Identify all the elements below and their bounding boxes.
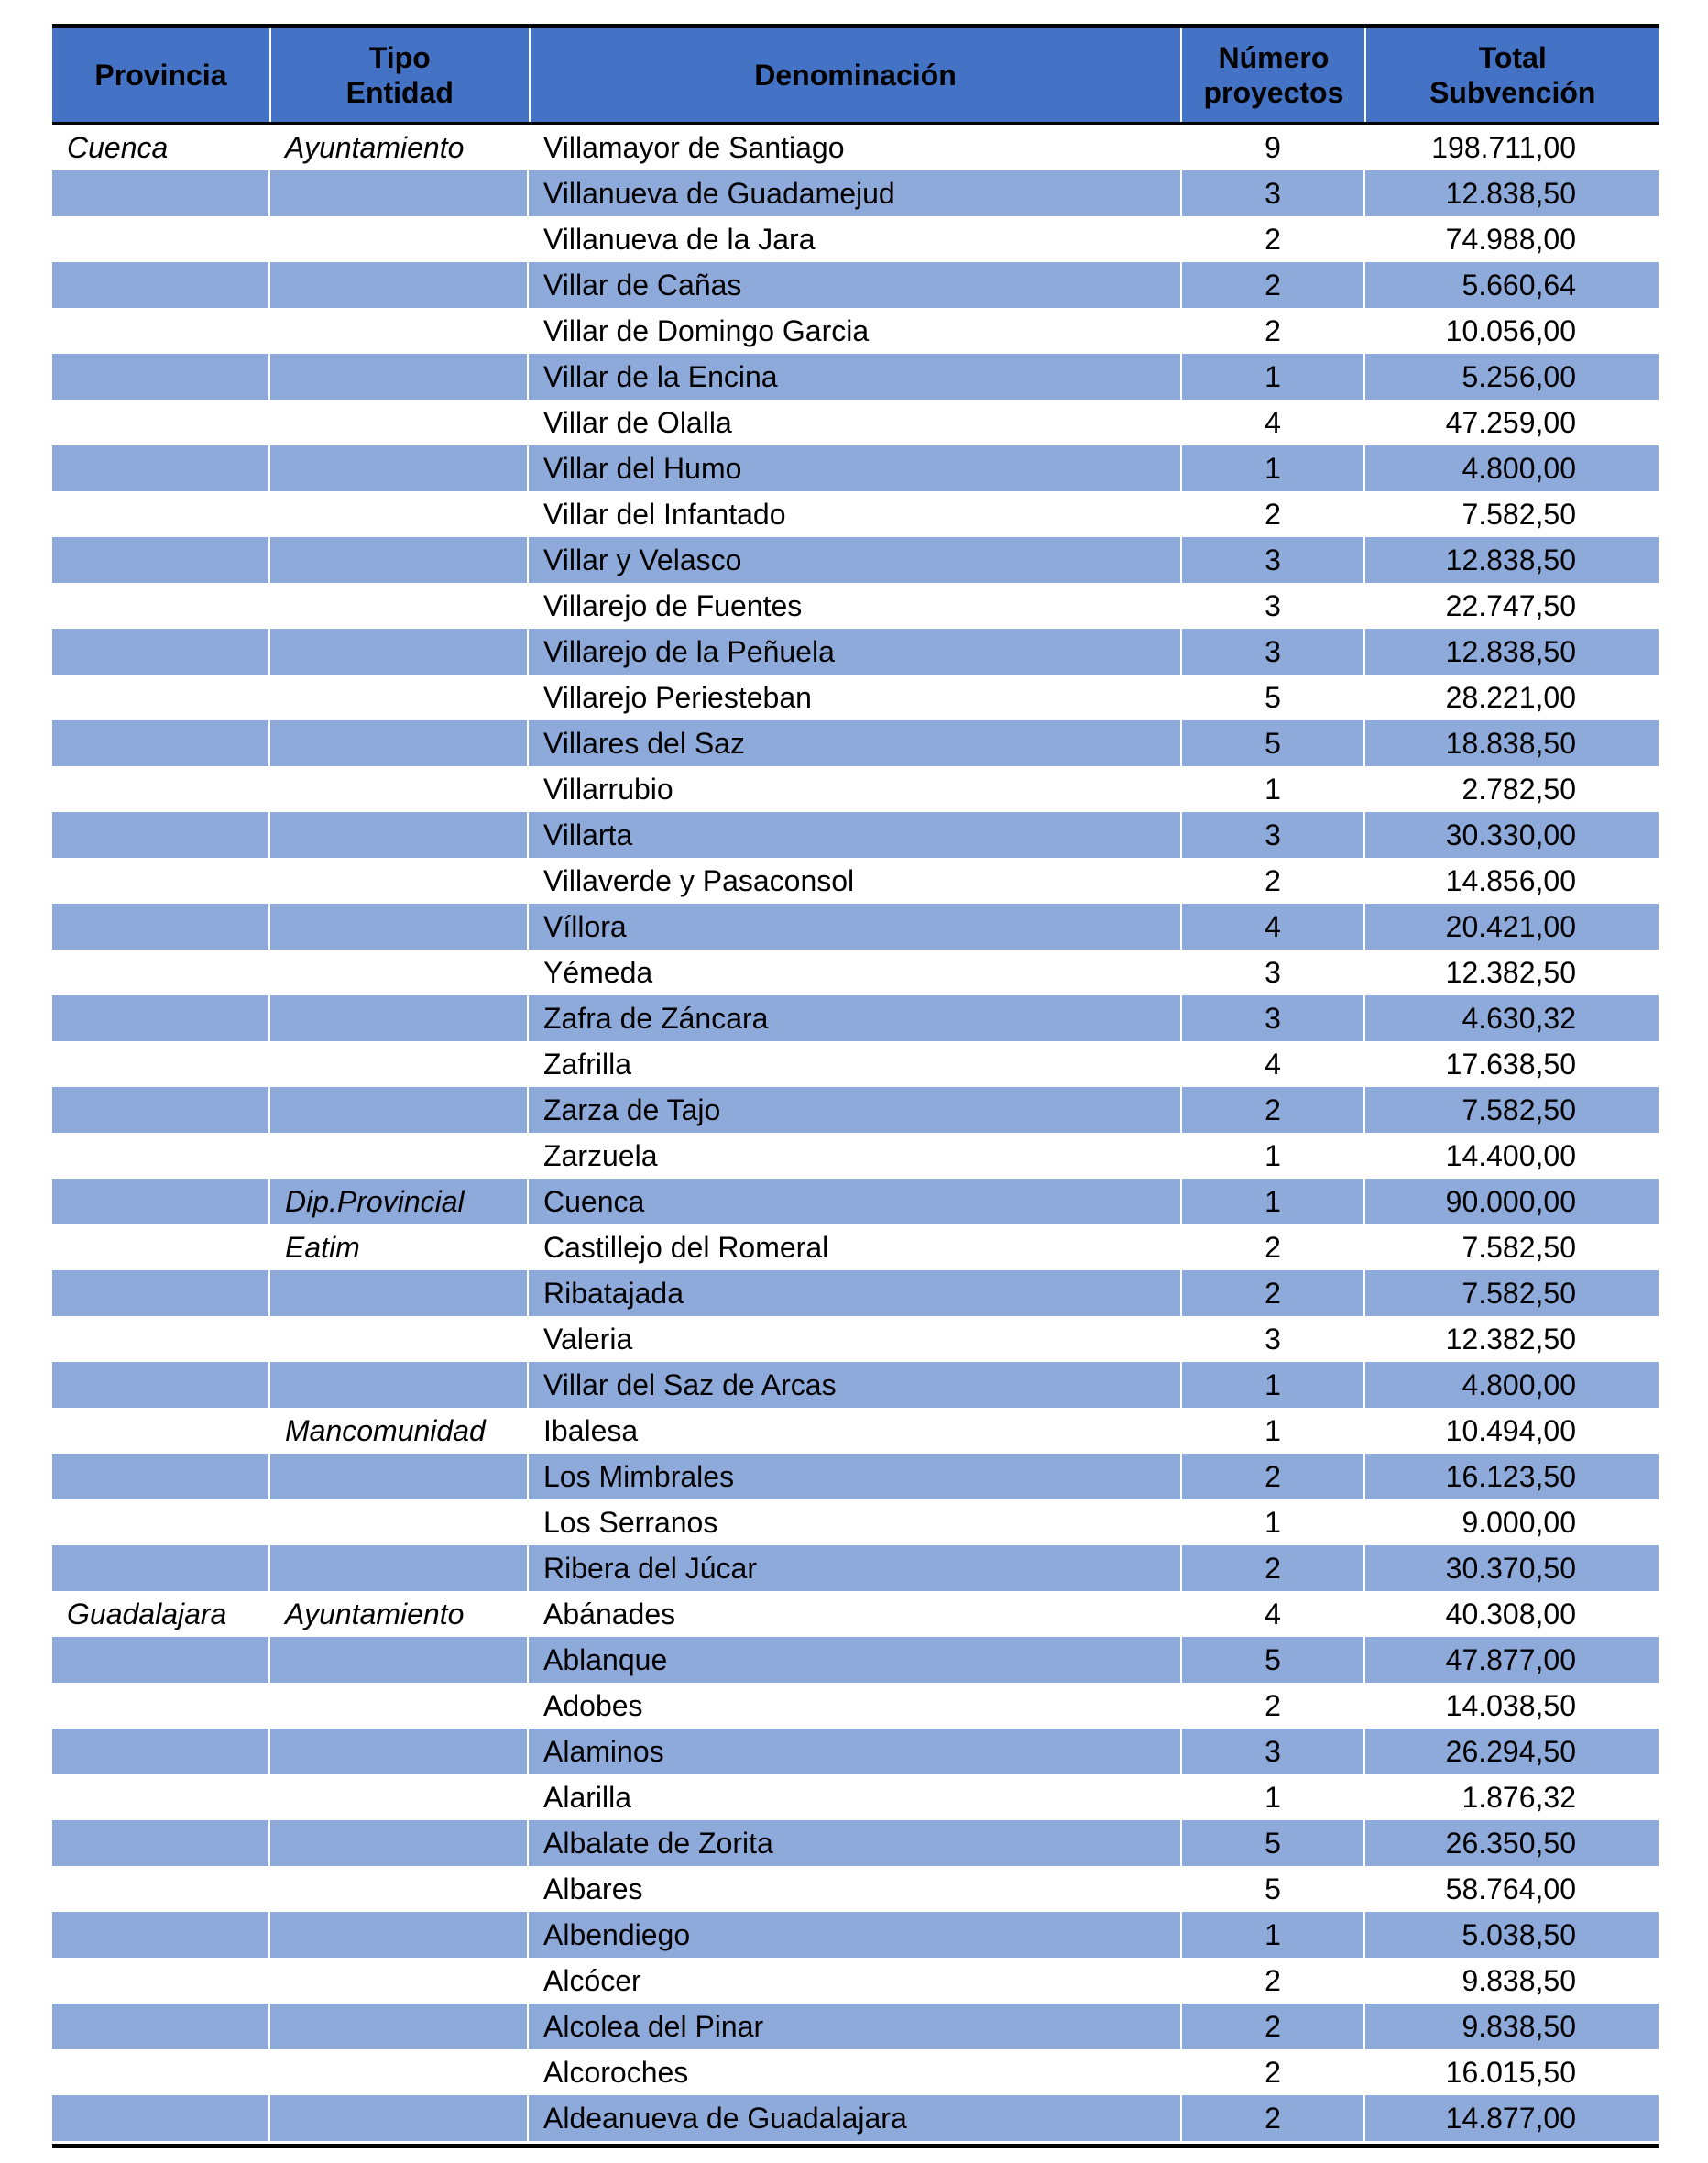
cell-numero-proyectos: 5 xyxy=(1182,1866,1365,1912)
cell-total-subvencion: 47.877,00 xyxy=(1445,1642,1576,1676)
table-row xyxy=(52,2049,1659,2095)
cell-tipo-entidad xyxy=(270,675,529,720)
cell-tipo-entidad: Ayuntamiento xyxy=(270,1591,529,1637)
table-row xyxy=(52,2095,1659,2141)
cell-denominacion: Zarza de Tajo xyxy=(529,1087,1182,1133)
cell-tipo-entidad xyxy=(270,812,529,858)
cell-total-subvencion: 4.630,32 xyxy=(1462,1001,1576,1035)
table-row xyxy=(52,904,1659,950)
table-row xyxy=(52,1179,1659,1224)
cell-numero-proyectos: 3 xyxy=(1182,812,1365,858)
table-row xyxy=(52,400,1659,445)
cell-provincia xyxy=(52,1774,270,1820)
cell-provincia xyxy=(52,904,270,950)
cell-tipo-entidad xyxy=(270,445,529,491)
cell-tipo-entidad: Mancomunidad xyxy=(270,1408,529,1454)
cell-numero-proyectos: 5 xyxy=(1182,1820,1365,1866)
cell-total-subvencion: 12.382,50 xyxy=(1445,955,1576,989)
cell-total-subvencion: 10.494,00 xyxy=(1445,1413,1576,1447)
cell-denominacion: Zafrilla xyxy=(529,1041,1182,1087)
cell-denominacion: Ribera del Júcar xyxy=(529,1545,1182,1591)
cell-numero-proyectos: 1 xyxy=(1182,1362,1365,1408)
cell-provincia xyxy=(52,720,270,766)
cell-denominacion: Villaverde y Pasaconsol xyxy=(529,858,1182,904)
cell-provincia xyxy=(52,1866,270,1912)
cell-tipo-entidad xyxy=(270,1499,529,1545)
cell-provincia xyxy=(52,629,270,675)
cell-denominacion: Alcócer xyxy=(529,1958,1182,2004)
table-row xyxy=(52,720,1659,766)
cell-total-subvencion: 1.876,32 xyxy=(1462,1780,1576,1814)
cell-numero-proyectos: 4 xyxy=(1182,1591,1365,1637)
cell-tipo-entidad xyxy=(270,1316,529,1362)
table-row xyxy=(52,950,1659,995)
cell-provincia xyxy=(52,812,270,858)
cell-numero-proyectos: 1 xyxy=(1182,1179,1365,1224)
cell-denominacion: Villarejo de Fuentes xyxy=(529,583,1182,629)
cell-tipo-entidad: Eatim xyxy=(270,1224,529,1270)
cell-provincia xyxy=(52,400,270,445)
cell-denominacion: Aldeanueva de Guadalajara xyxy=(529,2095,1182,2141)
cell-denominacion: Villar de la Encina xyxy=(529,354,1182,400)
cell-numero-proyectos: 2 xyxy=(1182,2049,1365,2095)
cell-total-subvencion: 12.838,50 xyxy=(1445,176,1576,210)
cell-tipo-entidad xyxy=(270,1041,529,1087)
cell-total-subvencion: 7.582,50 xyxy=(1462,1276,1576,1310)
cell-numero-proyectos: 2 xyxy=(1182,1224,1365,1270)
cell-tipo-entidad xyxy=(270,1866,529,1912)
cell-total-subvencion: 12.838,50 xyxy=(1445,634,1576,668)
table-row xyxy=(52,1774,1659,1820)
cell-provincia xyxy=(52,2004,270,2049)
cell-numero-proyectos: 3 xyxy=(1182,629,1365,675)
cell-provincia xyxy=(52,1820,270,1866)
cell-tipo-entidad: Dip.Provincial xyxy=(270,1179,529,1224)
cell-provincia xyxy=(52,1316,270,1362)
cell-numero-proyectos: 1 xyxy=(1182,766,1365,812)
cell-numero-proyectos: 1 xyxy=(1182,1774,1365,1820)
cell-total-subvencion: 47.259,00 xyxy=(1445,405,1576,439)
cell-denominacion: Ibalesa xyxy=(529,1408,1182,1454)
cell-denominacion: Villanueva de la Jara xyxy=(529,216,1182,262)
cell-total-subvencion: 5.038,50 xyxy=(1462,1917,1576,1951)
cell-numero-proyectos: 3 xyxy=(1182,1316,1365,1362)
cell-tipo-entidad xyxy=(270,583,529,629)
cell-total-subvencion: 9.838,50 xyxy=(1462,2009,1576,2043)
table-row xyxy=(52,1454,1659,1499)
cell-tipo-entidad xyxy=(270,537,529,583)
cell-tipo-entidad xyxy=(270,1545,529,1591)
table-row xyxy=(52,1683,1659,1729)
table-row xyxy=(52,1499,1659,1545)
cell-numero-proyectos: 1 xyxy=(1182,1912,1365,1958)
cell-numero-proyectos: 5 xyxy=(1182,720,1365,766)
cell-tipo-entidad xyxy=(270,995,529,1041)
table-row xyxy=(52,445,1659,491)
table-row xyxy=(52,675,1659,720)
cell-denominacion: Villar y Velasco xyxy=(529,537,1182,583)
table-row xyxy=(52,491,1659,537)
table-row xyxy=(52,1866,1659,1912)
table-row xyxy=(52,995,1659,1041)
cell-denominacion: Alaminos xyxy=(529,1729,1182,1774)
cell-denominacion: Villar de Cañas xyxy=(529,262,1182,308)
table-row xyxy=(52,262,1659,308)
cell-denominacion: Villar de Domingo Garcia xyxy=(529,308,1182,354)
cell-provincia xyxy=(52,583,270,629)
cell-numero-proyectos: 1 xyxy=(1182,1408,1365,1454)
cell-provincia xyxy=(52,445,270,491)
cell-denominacion: Villarejo Periesteban xyxy=(529,675,1182,720)
cell-tipo-entidad xyxy=(270,1729,529,1774)
cell-total-subvencion: 2.782,50 xyxy=(1462,772,1576,806)
cell-numero-proyectos: 4 xyxy=(1182,904,1365,950)
cell-provincia xyxy=(52,1637,270,1683)
cell-provincia xyxy=(52,170,270,216)
cell-denominacion: Alarilla xyxy=(529,1774,1182,1820)
cell-numero-proyectos: 2 xyxy=(1182,1545,1365,1591)
cell-provincia xyxy=(52,2095,270,2141)
cell-provincia: Cuenca xyxy=(52,125,270,170)
cell-tipo-entidad xyxy=(270,1912,529,1958)
cell-numero-proyectos: 2 xyxy=(1182,1683,1365,1729)
cell-provincia xyxy=(52,216,270,262)
cell-provincia xyxy=(52,1133,270,1179)
cell-provincia xyxy=(52,1362,270,1408)
table-row xyxy=(52,1729,1659,1774)
table-row xyxy=(52,858,1659,904)
header-tipo-entidad: Tipo Entidad xyxy=(271,28,531,122)
table-row xyxy=(52,2004,1659,2049)
cell-total-subvencion: 17.638,50 xyxy=(1445,1047,1576,1081)
table-row xyxy=(52,583,1659,629)
table-row xyxy=(52,1133,1659,1179)
table-row xyxy=(52,1041,1659,1087)
table-row xyxy=(52,1087,1659,1133)
cell-denominacion: Ribatajada xyxy=(529,1270,1182,1316)
cell-denominacion: Alcolea del Pinar xyxy=(529,2004,1182,2049)
cell-total-subvencion: 30.370,50 xyxy=(1445,1551,1576,1585)
cell-numero-proyectos: 5 xyxy=(1182,675,1365,720)
cell-tipo-entidad xyxy=(270,1087,529,1133)
cell-denominacion: Valeria xyxy=(529,1316,1182,1362)
cell-numero-proyectos: 9 xyxy=(1182,125,1365,170)
cell-provincia xyxy=(52,1499,270,1545)
cell-tipo-entidad xyxy=(270,2049,529,2095)
cell-denominacion: Castillejo del Romeral xyxy=(529,1224,1182,1270)
cell-denominacion: Villar de Olalla xyxy=(529,400,1182,445)
table-body xyxy=(52,125,1659,2141)
cell-numero-proyectos: 5 xyxy=(1182,1637,1365,1683)
cell-numero-proyectos: 1 xyxy=(1182,445,1365,491)
cell-total-subvencion: 22.747,50 xyxy=(1445,588,1576,622)
cell-total-subvencion: 5.256,00 xyxy=(1462,359,1576,393)
cell-provincia xyxy=(52,1224,270,1270)
table-row xyxy=(52,1362,1659,1408)
cell-total-subvencion: 16.015,50 xyxy=(1445,2055,1576,2089)
cell-total-subvencion: 28.221,00 xyxy=(1445,680,1576,714)
cell-denominacion: Albares xyxy=(529,1866,1182,1912)
cell-denominacion: Zarzuela xyxy=(529,1133,1182,1179)
cell-tipo-entidad xyxy=(270,720,529,766)
cell-provincia xyxy=(52,491,270,537)
cell-tipo-entidad xyxy=(270,1133,529,1179)
table-row xyxy=(52,537,1659,583)
cell-provincia xyxy=(52,1179,270,1224)
cell-denominacion: Villares del Saz xyxy=(529,720,1182,766)
cell-denominacion: Cuenca xyxy=(529,1179,1182,1224)
cell-total-subvencion: 9.000,00 xyxy=(1462,1505,1576,1539)
cell-total-subvencion: 14.856,00 xyxy=(1445,863,1576,897)
cell-provincia xyxy=(52,766,270,812)
cell-total-subvencion: 40.308,00 xyxy=(1445,1597,1576,1630)
cell-numero-proyectos: 4 xyxy=(1182,400,1365,445)
cell-total-subvencion: 7.582,50 xyxy=(1462,1092,1576,1126)
cell-provincia xyxy=(52,262,270,308)
table-row xyxy=(52,170,1659,216)
cell-provincia xyxy=(52,1545,270,1591)
cell-provincia xyxy=(52,1454,270,1499)
table-row xyxy=(52,1270,1659,1316)
cell-total-subvencion: 7.582,50 xyxy=(1462,497,1576,531)
table-row xyxy=(52,1224,1659,1270)
cell-numero-proyectos: 2 xyxy=(1182,2095,1365,2141)
cell-tipo-entidad xyxy=(270,262,529,308)
cell-total-subvencion: 4.800,00 xyxy=(1462,451,1576,485)
table-row xyxy=(52,1912,1659,1958)
table-row xyxy=(52,812,1659,858)
cell-denominacion: Villar del Saz de Arcas xyxy=(529,1362,1182,1408)
cell-tipo-entidad xyxy=(270,400,529,445)
table-row xyxy=(52,1408,1659,1454)
cell-numero-proyectos: 3 xyxy=(1182,995,1365,1041)
cell-denominacion: Adobes xyxy=(529,1683,1182,1729)
cell-numero-proyectos: 2 xyxy=(1182,1454,1365,1499)
cell-tipo-entidad xyxy=(270,1820,529,1866)
cell-tipo-entidad xyxy=(270,216,529,262)
cell-denominacion: Los Mimbrales xyxy=(529,1454,1182,1499)
table-row xyxy=(52,1820,1659,1866)
cell-tipo-entidad: Ayuntamiento xyxy=(270,125,529,170)
cell-numero-proyectos: 2 xyxy=(1182,262,1365,308)
table-row xyxy=(52,125,1659,170)
cell-provincia xyxy=(52,675,270,720)
cell-provincia xyxy=(52,1270,270,1316)
cell-total-subvencion: 20.421,00 xyxy=(1445,909,1576,943)
cell-provincia: Guadalajara xyxy=(52,1591,270,1637)
cell-provincia xyxy=(52,858,270,904)
cell-provincia xyxy=(52,995,270,1041)
cell-numero-proyectos: 3 xyxy=(1182,1729,1365,1774)
cell-numero-proyectos: 3 xyxy=(1182,170,1365,216)
cell-numero-proyectos: 2 xyxy=(1182,1270,1365,1316)
cell-denominacion: Villarejo de la Peñuela xyxy=(529,629,1182,675)
table-row xyxy=(52,766,1659,812)
cell-numero-proyectos: 3 xyxy=(1182,950,1365,995)
table-header xyxy=(52,28,1659,125)
header-total-subvencion: Total Subvención xyxy=(1429,41,1596,109)
cell-denominacion: Albalate de Zorita xyxy=(529,1820,1182,1866)
cell-total-subvencion: 5.660,64 xyxy=(1462,268,1576,302)
header-provincia: Provincia xyxy=(52,28,271,122)
cell-total-subvencion: 14.877,00 xyxy=(1445,2101,1576,2135)
cell-tipo-entidad xyxy=(270,491,529,537)
cell-tipo-entidad xyxy=(270,1454,529,1499)
cell-total-subvencion: 12.838,50 xyxy=(1445,543,1576,576)
cell-total-subvencion: 198.711,00 xyxy=(1431,130,1576,164)
cell-denominacion: Villarta xyxy=(529,812,1182,858)
cell-tipo-entidad xyxy=(270,766,529,812)
cell-total-subvencion: 58.764,00 xyxy=(1445,1872,1576,1905)
cell-provincia xyxy=(52,1729,270,1774)
cell-denominacion: Yémeda xyxy=(529,950,1182,995)
cell-denominacion: Villar del Infantado xyxy=(529,491,1182,537)
table-row xyxy=(52,1637,1659,1683)
cell-total-subvencion: 14.038,50 xyxy=(1445,1688,1576,1722)
cell-total-subvencion: 7.582,50 xyxy=(1462,1230,1576,1264)
cell-denominacion: Ablanque xyxy=(529,1637,1182,1683)
cell-total-subvencion: 16.123,50 xyxy=(1445,1459,1576,1493)
cell-provincia xyxy=(52,2049,270,2095)
cell-total-subvencion: 90.000,00 xyxy=(1445,1184,1576,1218)
cell-total-subvencion: 12.382,50 xyxy=(1445,1322,1576,1356)
cell-tipo-entidad xyxy=(270,629,529,675)
cell-provincia xyxy=(52,1408,270,1454)
cell-total-subvencion: 30.330,00 xyxy=(1445,818,1576,851)
table-row xyxy=(52,1545,1659,1591)
cell-tipo-entidad xyxy=(270,950,529,995)
cell-numero-proyectos: 1 xyxy=(1182,354,1365,400)
table-row xyxy=(52,1316,1659,1362)
table-row xyxy=(52,216,1659,262)
cell-total-subvencion: 10.056,00 xyxy=(1445,313,1576,347)
cell-denominacion: Víllora xyxy=(529,904,1182,950)
cell-tipo-entidad xyxy=(270,1637,529,1683)
cell-tipo-entidad xyxy=(270,308,529,354)
cell-numero-proyectos: 2 xyxy=(1182,216,1365,262)
cell-denominacion: Abánades xyxy=(529,1591,1182,1637)
cell-denominacion: Villanueva de Guadamejud xyxy=(529,170,1182,216)
cell-numero-proyectos: 2 xyxy=(1182,1087,1365,1133)
cell-tipo-entidad xyxy=(270,1683,529,1729)
cell-tipo-entidad xyxy=(270,170,529,216)
cell-denominacion: Albendiego xyxy=(529,1912,1182,1958)
cell-tipo-entidad xyxy=(270,1958,529,2004)
subsidies-table xyxy=(52,24,1659,2148)
cell-total-subvencion: 14.400,00 xyxy=(1445,1138,1576,1172)
cell-total-subvencion: 26.350,50 xyxy=(1445,1826,1576,1860)
table-row xyxy=(52,308,1659,354)
cell-provincia xyxy=(52,1958,270,2004)
cell-denominacion: Villamayor de Santiago xyxy=(529,125,1182,170)
cell-provincia xyxy=(52,1087,270,1133)
cell-provincia xyxy=(52,950,270,995)
cell-numero-proyectos: 2 xyxy=(1182,1958,1365,2004)
cell-tipo-entidad xyxy=(270,1774,529,1820)
cell-denominacion: Alcoroches xyxy=(529,2049,1182,2095)
cell-total-subvencion: 4.800,00 xyxy=(1462,1367,1576,1401)
cell-numero-proyectos: 2 xyxy=(1182,858,1365,904)
cell-provincia xyxy=(52,1912,270,1958)
cell-numero-proyectos: 3 xyxy=(1182,583,1365,629)
table-row xyxy=(52,629,1659,675)
cell-total-subvencion: 26.294,50 xyxy=(1445,1734,1576,1768)
cell-numero-proyectos: 2 xyxy=(1182,491,1365,537)
header-denominacion: Denominación xyxy=(531,28,1183,122)
cell-total-subvencion: 74.988,00 xyxy=(1445,222,1576,256)
header-numero-proyectos: Número proyectos xyxy=(1182,28,1366,122)
cell-provincia xyxy=(52,537,270,583)
cell-provincia xyxy=(52,308,270,354)
cell-tipo-entidad xyxy=(270,1362,529,1408)
cell-tipo-entidad xyxy=(270,858,529,904)
cell-numero-proyectos: 2 xyxy=(1182,2004,1365,2049)
cell-denominacion: Villar del Humo xyxy=(529,445,1182,491)
cell-denominacion: Villarrubio xyxy=(529,766,1182,812)
table-bottom-rule xyxy=(52,2144,1659,2148)
cell-numero-proyectos: 1 xyxy=(1182,1133,1365,1179)
cell-tipo-entidad xyxy=(270,354,529,400)
cell-denominacion: Zafra de Záncara xyxy=(529,995,1182,1041)
cell-numero-proyectos: 1 xyxy=(1182,1499,1365,1545)
cell-numero-proyectos: 2 xyxy=(1182,308,1365,354)
cell-numero-proyectos: 4 xyxy=(1182,1041,1365,1087)
cell-total-subvencion: 9.838,50 xyxy=(1462,1963,1576,1997)
cell-provincia xyxy=(52,354,270,400)
cell-tipo-entidad xyxy=(270,2004,529,2049)
cell-provincia xyxy=(52,1683,270,1729)
cell-denominacion: Los Serranos xyxy=(529,1499,1182,1545)
cell-tipo-entidad xyxy=(270,1270,529,1316)
cell-tipo-entidad xyxy=(270,904,529,950)
cell-tipo-entidad xyxy=(270,2095,529,2141)
table-row xyxy=(52,1958,1659,2004)
table-row xyxy=(52,354,1659,400)
cell-total-subvencion: 18.838,50 xyxy=(1445,726,1576,760)
cell-provincia xyxy=(52,1041,270,1087)
cell-numero-proyectos: 3 xyxy=(1182,537,1365,583)
table-row xyxy=(52,1591,1659,1637)
